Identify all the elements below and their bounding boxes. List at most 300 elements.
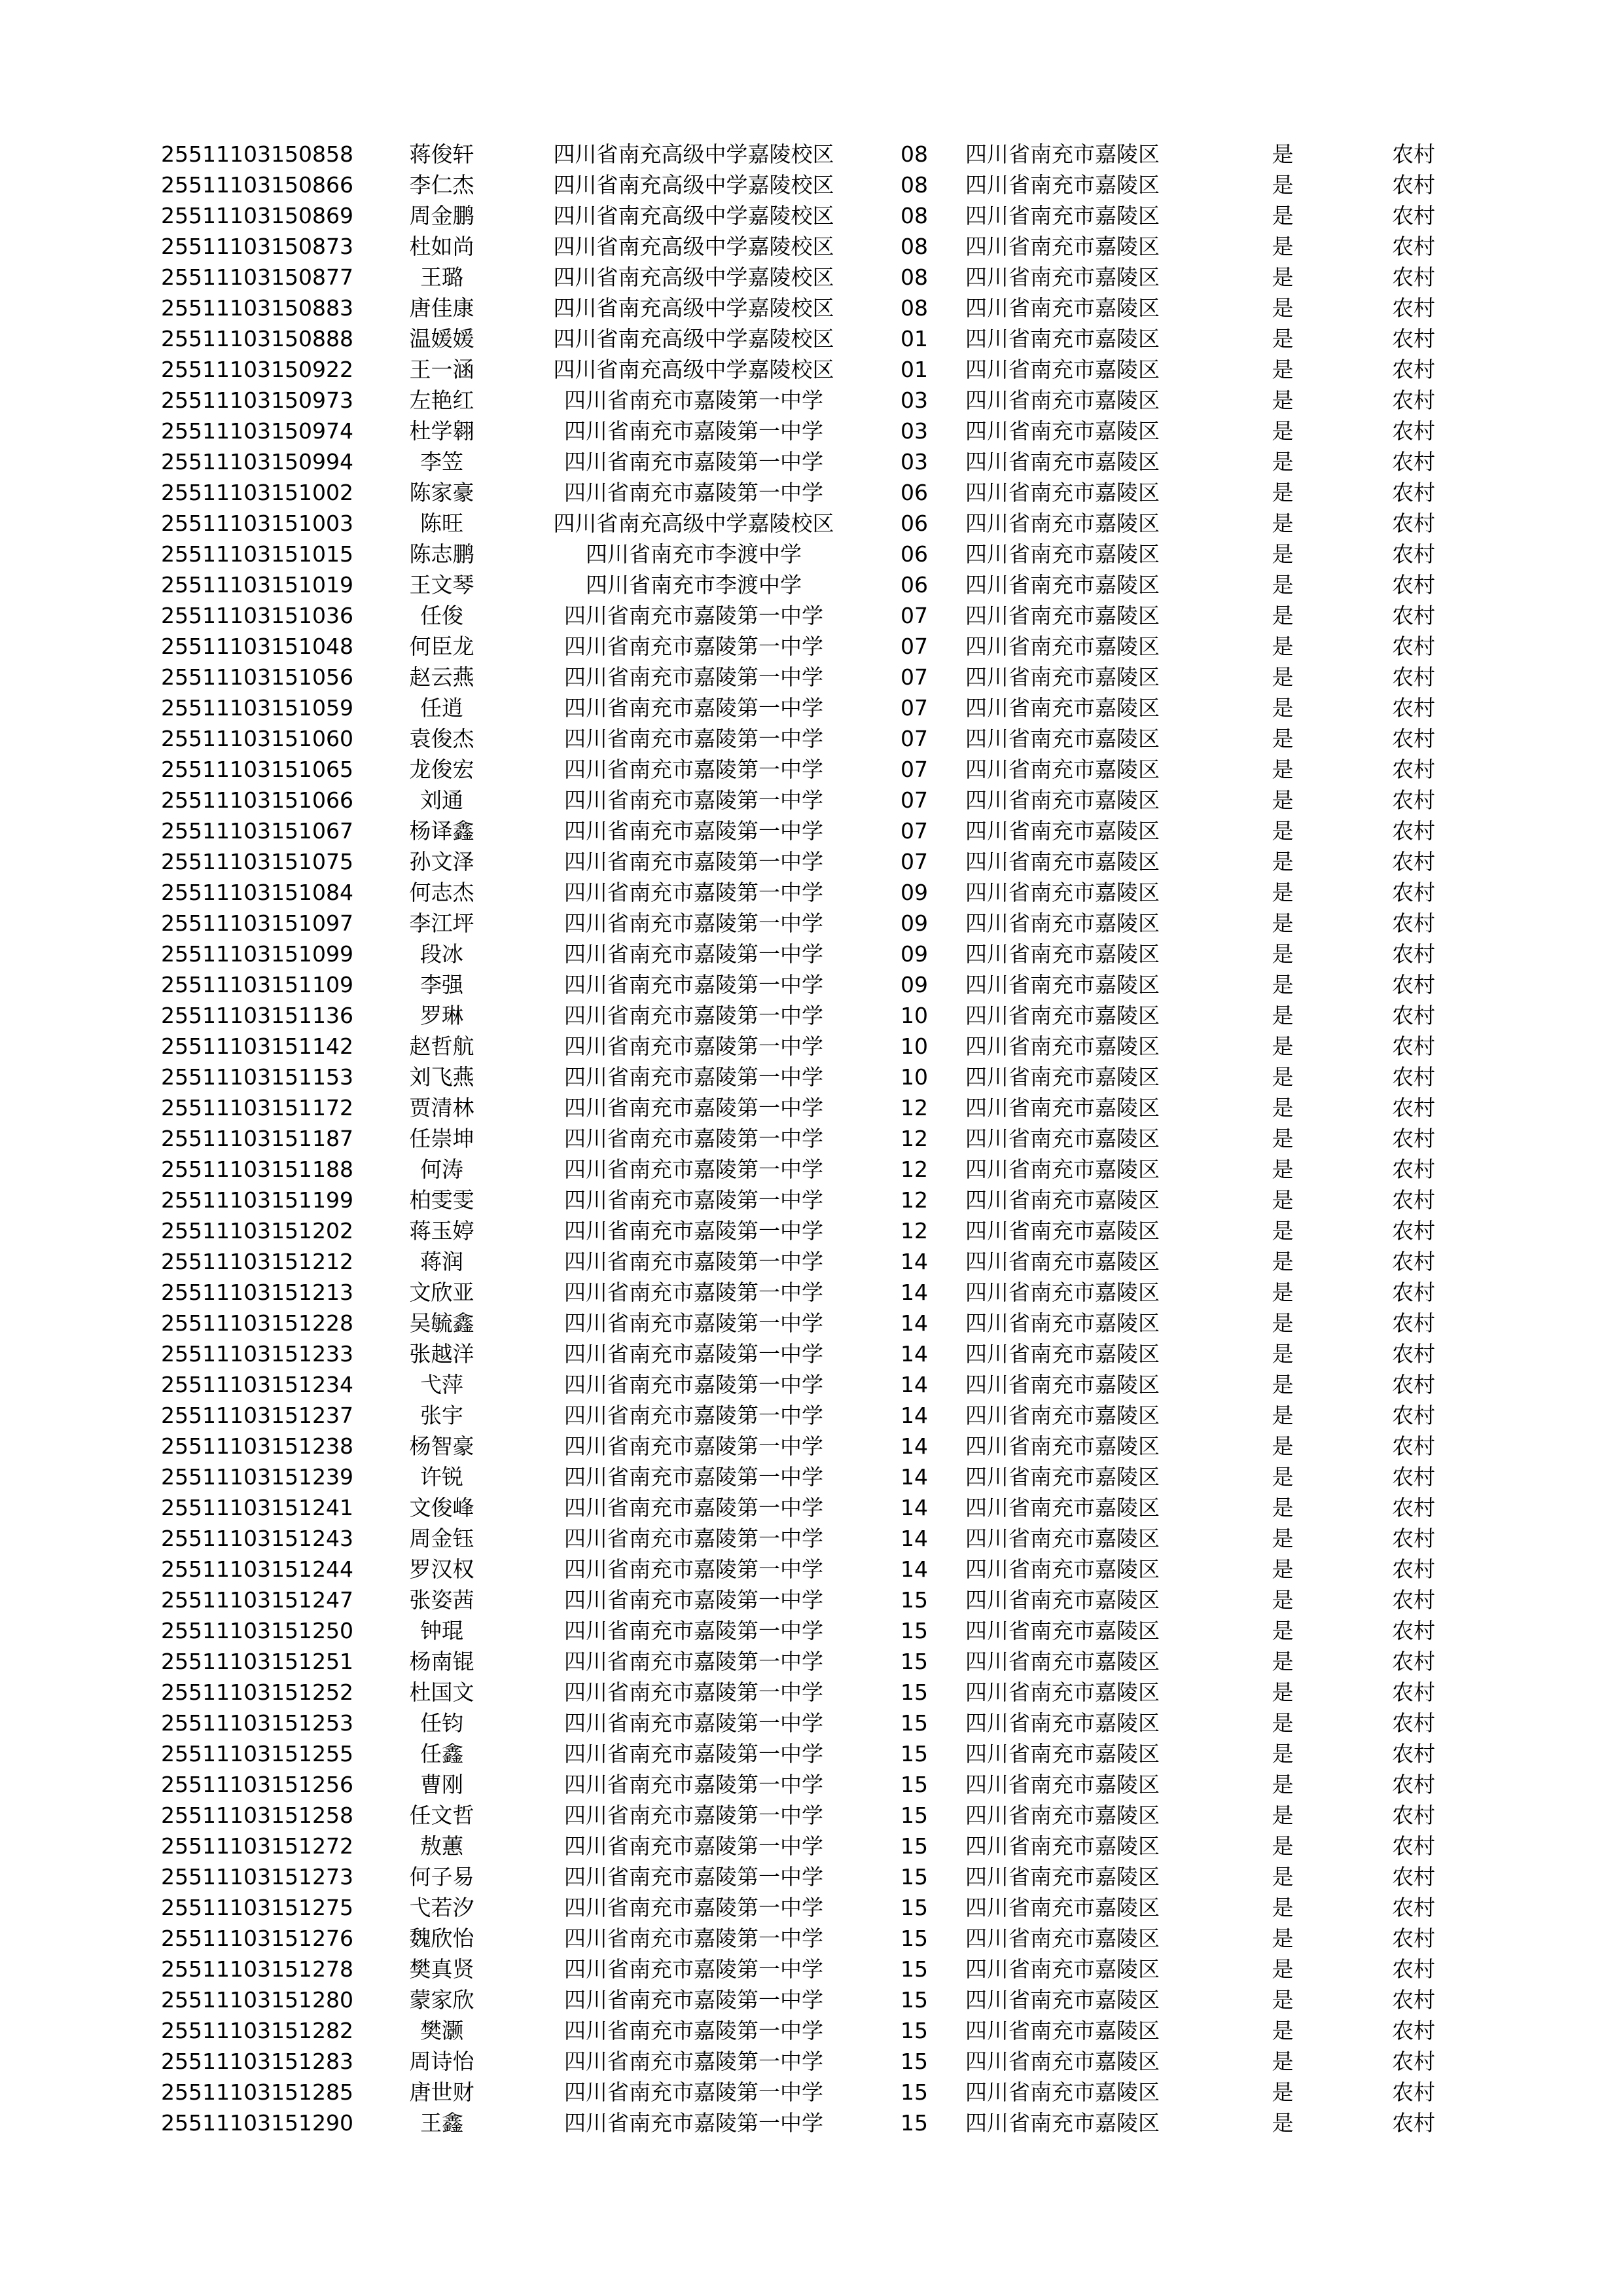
household-type: 农村 [1392, 910, 1435, 936]
school-name: 四川省南充市嘉陵第一中学 [564, 2079, 823, 2105]
household-type: 农村 [1392, 1926, 1435, 1951]
household-type: 农村 [1392, 203, 1435, 228]
exam-number: 25511103151056 [161, 664, 353, 690]
school-name: 四川省南充市嘉陵第一中学 [564, 941, 823, 967]
school-name: 四川省南充市嘉陵第一中学 [564, 1157, 823, 1182]
exam-number: 25511103150873 [161, 234, 353, 259]
class-number: 09 [901, 880, 928, 905]
eligibility-flag: 是 [1272, 541, 1294, 567]
eligibility-flag: 是 [1272, 664, 1294, 690]
district: 四川省南充市嘉陵区 [965, 1218, 1160, 1244]
school-name: 四川省南充市嘉陵第一中学 [564, 849, 823, 874]
school-name: 四川省南充高级中学嘉陵校区 [553, 295, 834, 321]
eligibility-flag: 是 [1272, 418, 1294, 444]
household-type: 农村 [1392, 1803, 1435, 1828]
household-type: 农村 [1392, 1833, 1435, 1859]
household-type: 农村 [1392, 2110, 1435, 2136]
eligibility-flag: 是 [1272, 1772, 1294, 1797]
household-type: 农村 [1392, 1495, 1435, 1520]
exam-number: 25511103151237 [161, 1403, 353, 1428]
school-name: 四川省南充市嘉陵第一中学 [564, 1587, 823, 1613]
household-type: 农村 [1392, 1218, 1435, 1244]
class-number: 12 [901, 1157, 928, 1182]
household-type: 农村 [1392, 1649, 1435, 1674]
district: 四川省南充市嘉陵区 [965, 1126, 1160, 1151]
district: 四川省南充市嘉陵区 [965, 1464, 1160, 1490]
exam-number: 25511103151048 [161, 634, 353, 659]
district: 四川省南充市嘉陵区 [965, 1926, 1160, 1951]
household-type: 农村 [1392, 2049, 1435, 2074]
student-name: 左艳红 [409, 387, 474, 413]
exam-number: 25511103151187 [161, 1126, 353, 1151]
eligibility-flag: 是 [1272, 757, 1294, 782]
eligibility-flag: 是 [1272, 1003, 1294, 1028]
class-number: 15 [901, 1741, 928, 1767]
school-name: 四川省南充市嘉陵第一中学 [564, 1926, 823, 1951]
school-name: 四川省南充市嘉陵第一中学 [564, 1341, 823, 1367]
exam-number: 25511103151066 [161, 787, 353, 813]
district: 四川省南充市嘉陵区 [965, 2079, 1160, 2105]
class-number: 03 [901, 387, 928, 413]
exam-number: 25511103151253 [161, 1710, 353, 1736]
household-type: 农村 [1392, 1064, 1435, 1090]
eligibility-flag: 是 [1272, 1403, 1294, 1428]
class-number: 07 [901, 634, 928, 659]
class-number: 07 [901, 695, 928, 721]
table-row [0, 416, 1623, 446]
household-type: 农村 [1392, 1249, 1435, 1274]
district: 四川省南充市嘉陵区 [965, 234, 1160, 259]
exam-number: 25511103151243 [161, 1526, 353, 1551]
eligibility-flag: 是 [1272, 1741, 1294, 1767]
household-type: 农村 [1392, 2079, 1435, 2105]
class-number: 15 [901, 1926, 928, 1951]
eligibility-flag: 是 [1272, 849, 1294, 874]
district: 四川省南充市嘉陵区 [965, 387, 1160, 413]
household-type: 农村 [1392, 1710, 1435, 1736]
exam-number: 25511103150877 [161, 264, 353, 290]
district: 四川省南充市嘉陵区 [965, 1864, 1160, 1890]
student-name: 樊灏 [420, 2018, 463, 2043]
school-name: 四川省南充市嘉陵第一中学 [564, 1033, 823, 1059]
student-name: 柏雯雯 [409, 1187, 474, 1213]
student-name: 王鑫 [420, 2110, 463, 2136]
school-name: 四川省南充市嘉陵第一中学 [564, 664, 823, 690]
class-number: 14 [901, 1403, 928, 1428]
exam-number: 25511103151285 [161, 2079, 353, 2105]
student-name: 李仁杰 [409, 172, 474, 198]
exam-number: 25511103151247 [161, 1587, 353, 1613]
table-row [0, 1400, 1623, 1431]
student-name: 王璐 [420, 264, 463, 290]
household-type: 农村 [1392, 264, 1435, 290]
table-row [0, 1308, 1623, 1338]
table-row [0, 1123, 1623, 1154]
household-type: 农村 [1392, 1280, 1435, 1305]
student-name: 蒋玉婷 [409, 1218, 474, 1244]
district: 四川省南充市嘉陵区 [965, 1987, 1160, 2013]
district: 四川省南充市嘉陵区 [965, 634, 1160, 659]
class-number: 08 [901, 172, 928, 198]
exam-number: 25511103151099 [161, 941, 353, 967]
student-name: 赵云燕 [409, 664, 474, 690]
school-name: 四川省南充市嘉陵第一中学 [564, 695, 823, 721]
eligibility-flag: 是 [1272, 1895, 1294, 1920]
student-name: 弋萍 [420, 1372, 463, 1397]
class-number: 09 [901, 910, 928, 936]
school-name: 四川省南充高级中学嘉陵校区 [553, 172, 834, 198]
household-type: 农村 [1392, 849, 1435, 874]
school-name: 四川省南充市嘉陵第一中学 [564, 387, 823, 413]
eligibility-flag: 是 [1272, 511, 1294, 536]
eligibility-flag: 是 [1272, 1987, 1294, 2013]
table-row [0, 1984, 1623, 2015]
eligibility-flag: 是 [1272, 203, 1294, 228]
student-name: 杨译鑫 [409, 818, 474, 844]
exam-number: 25511103151241 [161, 1495, 353, 1520]
table-row [0, 1738, 1623, 1769]
school-name: 四川省南充市嘉陵第一中学 [564, 1618, 823, 1643]
district: 四川省南充市嘉陵区 [965, 2049, 1160, 2074]
table-row [0, 446, 1623, 477]
eligibility-flag: 是 [1272, 1618, 1294, 1643]
exam-number: 25511103151275 [161, 1895, 353, 1920]
school-name: 四川省南充市嘉陵第一中学 [564, 1556, 823, 1582]
student-name: 敖蕙 [420, 1833, 463, 1859]
district: 四川省南充市嘉陵区 [965, 172, 1160, 198]
district: 四川省南充市嘉陵区 [965, 2018, 1160, 2043]
exam-number: 25511103151283 [161, 2049, 353, 2074]
student-name: 周金钰 [409, 1526, 474, 1551]
student-name: 任鑫 [420, 1741, 463, 1767]
student-name: 何子易 [409, 1864, 474, 1890]
household-type: 农村 [1392, 1526, 1435, 1551]
class-number: 15 [901, 1587, 928, 1613]
table-row [0, 1523, 1623, 1554]
household-type: 农村 [1392, 234, 1435, 259]
exam-number: 25511103151273 [161, 1864, 353, 1890]
household-type: 农村 [1392, 1618, 1435, 1643]
household-type: 农村 [1392, 418, 1435, 444]
class-number: 14 [901, 1341, 928, 1367]
exam-number: 25511103151153 [161, 1064, 353, 1090]
household-type: 农村 [1392, 1741, 1435, 1767]
eligibility-flag: 是 [1272, 1341, 1294, 1367]
student-name: 任崇坤 [409, 1126, 474, 1151]
student-name: 蒙家欣 [409, 1987, 474, 2013]
household-type: 农村 [1392, 1464, 1435, 1490]
table-row [0, 1492, 1623, 1523]
class-number: 15 [901, 1864, 928, 1890]
eligibility-flag: 是 [1272, 1464, 1294, 1490]
exam-number: 25511103151015 [161, 541, 353, 567]
district: 四川省南充市嘉陵区 [965, 1649, 1160, 1674]
household-type: 农村 [1392, 1033, 1435, 1059]
district: 四川省南充市嘉陵区 [965, 695, 1160, 721]
eligibility-flag: 是 [1272, 1526, 1294, 1551]
student-name: 王一涵 [409, 357, 474, 382]
student-name: 杜如尚 [409, 234, 474, 259]
eligibility-flag: 是 [1272, 172, 1294, 198]
school-name: 四川省南充市嘉陵第一中学 [564, 1864, 823, 1890]
eligibility-flag: 是 [1272, 818, 1294, 844]
household-type: 农村 [1392, 726, 1435, 751]
student-name: 何涛 [420, 1157, 463, 1182]
class-number: 15 [901, 2079, 928, 2105]
eligibility-flag: 是 [1272, 1310, 1294, 1336]
student-name: 赵哲航 [409, 1033, 474, 1059]
table-row [0, 816, 1623, 846]
eligibility-flag: 是 [1272, 634, 1294, 659]
eligibility-flag: 是 [1272, 2110, 1294, 2136]
school-name: 四川省南充市嘉陵第一中学 [564, 1003, 823, 1028]
table-row [0, 631, 1623, 662]
school-name: 四川省南充高级中学嘉陵校区 [553, 264, 834, 290]
class-number: 14 [901, 1249, 928, 1274]
student-name: 张姿茜 [409, 1587, 474, 1613]
household-type: 农村 [1392, 449, 1435, 475]
eligibility-flag: 是 [1272, 1926, 1294, 1951]
student-name: 蒋润 [420, 1249, 463, 1274]
district: 四川省南充市嘉陵区 [965, 295, 1160, 321]
household-type: 农村 [1392, 1587, 1435, 1613]
exam-number: 25511103151280 [161, 1987, 353, 2013]
school-name: 四川省南充市嘉陵第一中学 [564, 880, 823, 905]
district: 四川省南充市嘉陵区 [965, 357, 1160, 382]
table-row [0, 1554, 1623, 1585]
district: 四川省南充市嘉陵区 [965, 941, 1160, 967]
school-name: 四川省南充市嘉陵第一中学 [564, 2110, 823, 2136]
district: 四川省南充市嘉陵区 [965, 757, 1160, 782]
district: 四川省南充市嘉陵区 [965, 1956, 1160, 1982]
school-name: 四川省南充市嘉陵第一中学 [564, 1187, 823, 1213]
district: 四川省南充市嘉陵区 [965, 541, 1160, 567]
district: 四川省南充市嘉陵区 [965, 1310, 1160, 1336]
exam-number: 25511103151142 [161, 1033, 353, 1059]
eligibility-flag: 是 [1272, 1556, 1294, 1582]
household-type: 农村 [1392, 1864, 1435, 1890]
student-name: 李强 [420, 972, 463, 997]
school-name: 四川省南充市嘉陵第一中学 [564, 1095, 823, 1121]
eligibility-flag: 是 [1272, 1280, 1294, 1305]
class-number: 10 [901, 1003, 928, 1028]
student-name: 贾清林 [409, 1095, 474, 1121]
class-number: 08 [901, 141, 928, 167]
exam-number: 25511103151239 [161, 1464, 353, 1490]
eligibility-flag: 是 [1272, 726, 1294, 751]
class-number: 07 [901, 726, 928, 751]
district: 四川省南充市嘉陵区 [965, 511, 1160, 536]
eligibility-flag: 是 [1272, 2049, 1294, 2074]
class-number: 10 [901, 1064, 928, 1090]
district: 四川省南充市嘉陵区 [965, 1833, 1160, 1859]
table-row [0, 1000, 1623, 1031]
exam-number: 25511103151202 [161, 1218, 353, 1244]
table-row [0, 1215, 1623, 1246]
student-name: 任逍 [420, 695, 463, 721]
school-name: 四川省南充市嘉陵第一中学 [564, 1064, 823, 1090]
exam-number: 25511103151172 [161, 1095, 353, 1121]
table-row [0, 1277, 1623, 1308]
school-name: 四川省南充市嘉陵第一中学 [564, 1526, 823, 1551]
exam-number: 25511103151065 [161, 757, 353, 782]
class-number: 08 [901, 234, 928, 259]
table-row [0, 1431, 1623, 1462]
household-type: 农村 [1392, 1679, 1435, 1705]
household-type: 农村 [1392, 1310, 1435, 1336]
class-number: 15 [901, 1956, 928, 1982]
school-name: 四川省南充市嘉陵第一中学 [564, 1372, 823, 1397]
eligibility-flag: 是 [1272, 1587, 1294, 1613]
table-row [0, 2046, 1623, 2077]
exam-number: 25511103151282 [161, 2018, 353, 2043]
district: 四川省南充市嘉陵区 [965, 141, 1160, 167]
exam-number: 25511103151244 [161, 1556, 353, 1582]
school-name: 四川省南充市嘉陵第一中学 [564, 1126, 823, 1151]
class-number: 12 [901, 1218, 928, 1244]
table-row [0, 2015, 1623, 2046]
household-type: 农村 [1392, 818, 1435, 844]
exam-number: 25511103151251 [161, 1649, 353, 1674]
class-number: 14 [901, 1310, 928, 1336]
student-name: 刘通 [420, 787, 463, 813]
eligibility-flag: 是 [1272, 880, 1294, 905]
table-row [0, 262, 1623, 293]
student-name: 任钧 [420, 1710, 463, 1736]
class-number: 15 [901, 1833, 928, 1859]
school-name: 四川省南充市嘉陵第一中学 [564, 757, 823, 782]
district: 四川省南充市嘉陵区 [965, 1033, 1160, 1059]
eligibility-flag: 是 [1272, 295, 1294, 321]
class-number: 07 [901, 603, 928, 628]
exam-number: 25511103151036 [161, 603, 353, 628]
exam-number: 25511103151234 [161, 1372, 353, 1397]
household-type: 农村 [1392, 1157, 1435, 1182]
class-number: 15 [901, 2018, 928, 2043]
table-row [0, 1062, 1623, 1092]
class-number: 07 [901, 818, 928, 844]
table-row [0, 354, 1623, 385]
school-name: 四川省南充市嘉陵第一中学 [564, 1895, 823, 1920]
exam-number: 25511103150866 [161, 172, 353, 198]
eligibility-flag: 是 [1272, 234, 1294, 259]
household-type: 农村 [1392, 1126, 1435, 1151]
district: 四川省南充市嘉陵区 [965, 910, 1160, 936]
household-type: 农村 [1392, 141, 1435, 167]
exam-number: 25511103151276 [161, 1926, 353, 1951]
school-name: 四川省南充市嘉陵第一中学 [564, 1495, 823, 1520]
household-type: 农村 [1392, 1403, 1435, 1428]
school-name: 四川省南充市嘉陵第一中学 [564, 1803, 823, 1828]
school-name: 四川省南充高级中学嘉陵校区 [553, 326, 834, 351]
class-number: 01 [901, 326, 928, 351]
student-name: 张宇 [420, 1403, 463, 1428]
table-row [0, 1246, 1623, 1277]
class-number: 12 [901, 1187, 928, 1213]
class-number: 15 [901, 1649, 928, 1674]
district: 四川省南充市嘉陵区 [965, 1679, 1160, 1705]
class-number: 06 [901, 511, 928, 536]
table-row [0, 139, 1623, 170]
district: 四川省南充市嘉陵区 [965, 1618, 1160, 1643]
student-name: 段冰 [420, 941, 463, 967]
student-name: 杜学翱 [409, 418, 474, 444]
school-name: 四川省南充高级中学嘉陵校区 [553, 141, 834, 167]
table-row [0, 170, 1623, 200]
student-name: 周诗怡 [409, 2049, 474, 2074]
district: 四川省南充市嘉陵区 [965, 726, 1160, 751]
school-name: 四川省南充市嘉陵第一中学 [564, 1433, 823, 1459]
household-type: 农村 [1392, 1095, 1435, 1121]
class-number: 15 [901, 1618, 928, 1643]
table-row [0, 293, 1623, 323]
exam-number: 25511103150994 [161, 449, 353, 475]
exam-number: 25511103151255 [161, 1741, 353, 1767]
table-row [0, 1462, 1623, 1492]
class-number: 07 [901, 849, 928, 874]
exam-number: 25511103150973 [161, 387, 353, 413]
eligibility-flag: 是 [1272, 1495, 1294, 1520]
school-name: 四川省南充市嘉陵第一中学 [564, 1679, 823, 1705]
exam-number: 25511103151228 [161, 1310, 353, 1336]
class-number: 15 [901, 2110, 928, 2136]
table-row [0, 1585, 1623, 1615]
household-type: 农村 [1392, 172, 1435, 198]
school-name: 四川省南充市嘉陵第一中学 [564, 1310, 823, 1336]
class-number: 06 [901, 572, 928, 598]
school-name: 四川省南充市嘉陵第一中学 [564, 1833, 823, 1859]
table-row [0, 477, 1623, 508]
eligibility-flag: 是 [1272, 1372, 1294, 1397]
table-row [0, 1923, 1623, 1954]
school-name: 四川省南充市嘉陵第一中学 [564, 726, 823, 751]
class-number: 15 [901, 1679, 928, 1705]
school-name: 四川省南充高级中学嘉陵校区 [553, 234, 834, 259]
eligibility-flag: 是 [1272, 572, 1294, 598]
table-row [0, 508, 1623, 539]
table-row [0, 1708, 1623, 1738]
eligibility-flag: 是 [1272, 1249, 1294, 1274]
class-number: 15 [901, 1895, 928, 1920]
exam-number: 25511103151075 [161, 849, 353, 874]
district: 四川省南充市嘉陵区 [965, 2110, 1160, 2136]
household-type: 农村 [1392, 357, 1435, 382]
student-list-table [0, 139, 1623, 2138]
class-number: 07 [901, 787, 928, 813]
household-type: 农村 [1392, 387, 1435, 413]
eligibility-flag: 是 [1272, 449, 1294, 475]
school-name: 四川省南充市嘉陵第一中学 [564, 1710, 823, 1736]
class-number: 09 [901, 972, 928, 997]
household-type: 农村 [1392, 1433, 1435, 1459]
exam-number: 25511103151188 [161, 1157, 353, 1182]
exam-number: 25511103151002 [161, 480, 353, 505]
table-row [0, 1800, 1623, 1831]
student-name: 周金鹏 [409, 203, 474, 228]
class-number: 08 [901, 295, 928, 321]
household-type: 农村 [1392, 1372, 1435, 1397]
class-number: 09 [901, 941, 928, 967]
eligibility-flag: 是 [1272, 1803, 1294, 1828]
table-body [0, 139, 1623, 2138]
school-name: 四川省南充市嘉陵第一中学 [564, 818, 823, 844]
eligibility-flag: 是 [1272, 1033, 1294, 1059]
exam-number: 25511103150858 [161, 141, 353, 167]
district: 四川省南充市嘉陵区 [965, 972, 1160, 997]
table-row [0, 1185, 1623, 1215]
district: 四川省南充市嘉陵区 [965, 1003, 1160, 1028]
class-number: 01 [901, 357, 928, 382]
